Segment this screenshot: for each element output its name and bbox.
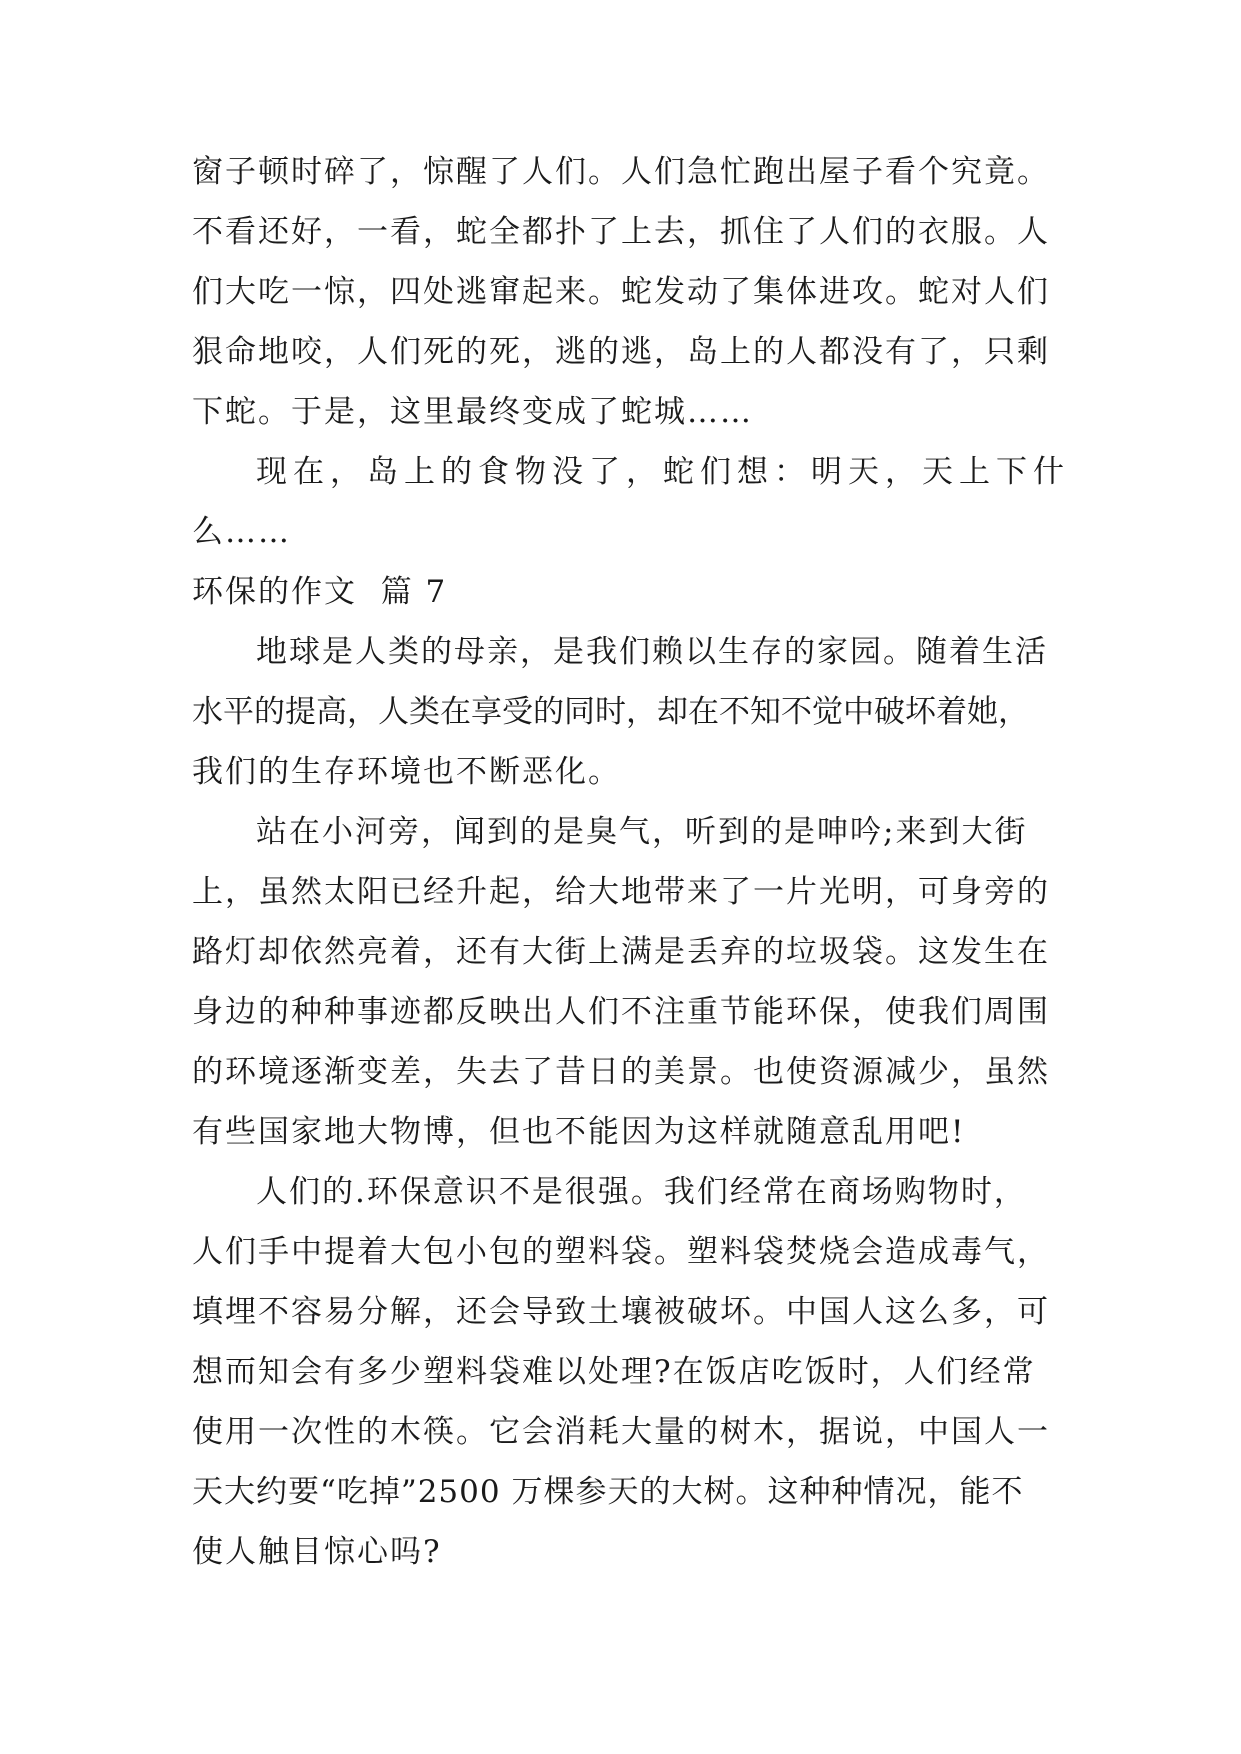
text-line: 现在，岛上的食物没了，蛇们想：明天，天上下什 [256, 454, 1070, 490]
text-line: 路灯却依然亮着，还有大街上满是丢弃的垃圾袋。这发生在 [192, 934, 1050, 970]
text-line: 下蛇。于是，这里最终变成了蛇城…… [192, 394, 753, 430]
text-line: 上，虽然太阳已经升起，给大地带来了一片光明，可身旁的 [192, 874, 1050, 910]
text-line: 地球是人类的母亲，是我们赖以生存的家园。随着生活 [256, 634, 1048, 670]
text-line: 身边的种种事迹都反映出人们不注重节能环保，使我们周围 [192, 994, 1050, 1030]
text-line: 人们的.环保意识不是很强。我们经常在商场购物时， [256, 1174, 1027, 1210]
text-line: 填埋不容易分解，还会导致土壤被破坏。中国人这么多，可 [192, 1294, 1050, 1330]
text-line: 有些国家地大物博，但也不能因为这样就随意乱用吧! [192, 1114, 966, 1150]
text-line: 窗子顿时碎了，惊醒了人们。人们急忙跑出屋子看个究竟。 [192, 154, 1050, 190]
text-line: 的环境逐渐变差，失去了昔日的美景。也使资源减少，虽然 [192, 1054, 1050, 1090]
text-line: 不看还好，一看，蛇全都扑了上去，抓住了人们的衣服。人 [192, 214, 1050, 250]
text-line: 站在小河旁，闻到的是臭气，听到的是呻吟;来到大街 [256, 814, 1028, 850]
text-line: 们大吃一惊，四处逃窜起来。蛇发动了集体进攻。蛇对人们 [192, 274, 1050, 310]
text-line: 狠命地咬，人们死的死，逃的逃，岛上的人都没有了，只剩 [192, 334, 1050, 370]
text-line: 么…… [192, 514, 291, 550]
text-line: 使人触目惊心吗? [192, 1534, 442, 1570]
text-line: 我们的生存环境也不断恶化。 [192, 754, 621, 790]
text-line: 人们手中提着大包小包的塑料袋。塑料袋焚烧会造成毒气， [192, 1234, 1050, 1270]
text-line: 天大约要“吃掉”2500 万棵参天的大树。这种种情况，能不 [192, 1474, 1024, 1510]
text-line: 使用一次性的木筷。它会消耗大量的树木，据说，中国人一 [192, 1414, 1050, 1450]
text-line: 想而知会有多少塑料袋难以处理?在饭店吃饭时，人们经常 [192, 1354, 1036, 1390]
section-heading: 环保的作文 篇 7 [192, 574, 448, 610]
text-line: 水平的提高，人类在享受的同时，却在不知不觉中破坏着她， [192, 694, 1029, 730]
